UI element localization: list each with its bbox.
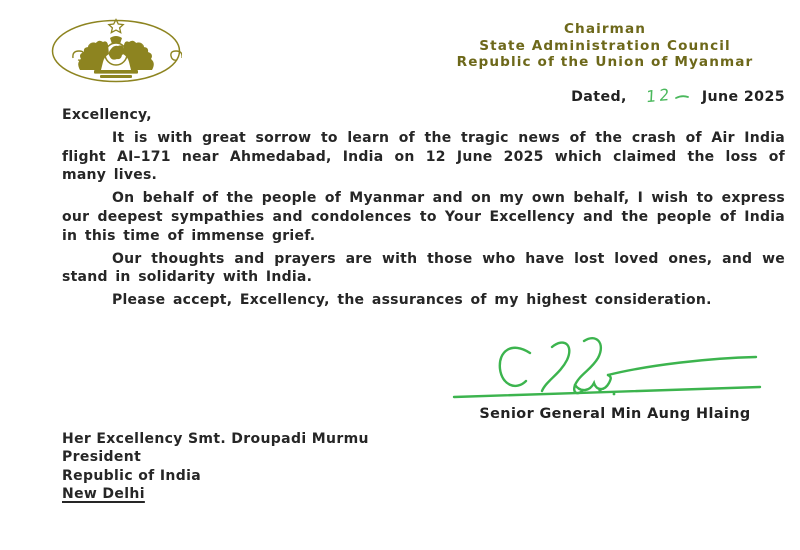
letterhead-title-line: Republic of the Union of Myanmar <box>456 54 754 70</box>
letter-paragraph: Our thoughts and prayers are with those who have lost loved ones, and we stand in solidarity with India. <box>62 250 785 286</box>
myanmar-state-seal-icon <box>50 18 182 84</box>
letter-paragraph: It is with great sorrow to learn of the tragic news of the crash of Air India flight AI–171 near Ahmedabad, India on 12 June 2025 which claimed the loss of many lives. <box>62 130 785 184</box>
recipient-line: President <box>62 449 142 466</box>
date-line <box>571 86 785 105</box>
recipient-city: New Delhi <box>62 485 145 502</box>
letterhead-title-line: State Administration Council <box>479 37 731 54</box>
salutation: Excellency, <box>62 107 152 123</box>
signature-ink-icon <box>448 333 768 409</box>
letterhead-titles <box>425 21 785 71</box>
pen-stroke-icon <box>675 93 689 101</box>
date-label: Dated, <box>571 89 627 105</box>
letterhead-title-line: Chairman <box>563 21 646 37</box>
signatory-name: Senior General Min Aung Hlaing <box>479 406 751 422</box>
recipient-block <box>62 430 369 503</box>
recipient-line: Her Excellency Smt. Droupadi Murmu <box>62 431 369 447</box>
letter-body <box>62 106 785 310</box>
date-month-year: June 2025 <box>701 89 785 105</box>
handwritten-day: 12 <box>645 84 673 107</box>
letter-paragraph: On behalf of the people of Myanmar and on my own behalf, I wish to express our deepest sympathies and condolences to Your Excellency and the people of India in this time of immense grief. <box>62 190 785 244</box>
recipient-line: Republic of India <box>62 467 202 484</box>
letter-paragraph: Please accept, Excellency, the assurances of my highest consideration. <box>112 292 712 309</box>
